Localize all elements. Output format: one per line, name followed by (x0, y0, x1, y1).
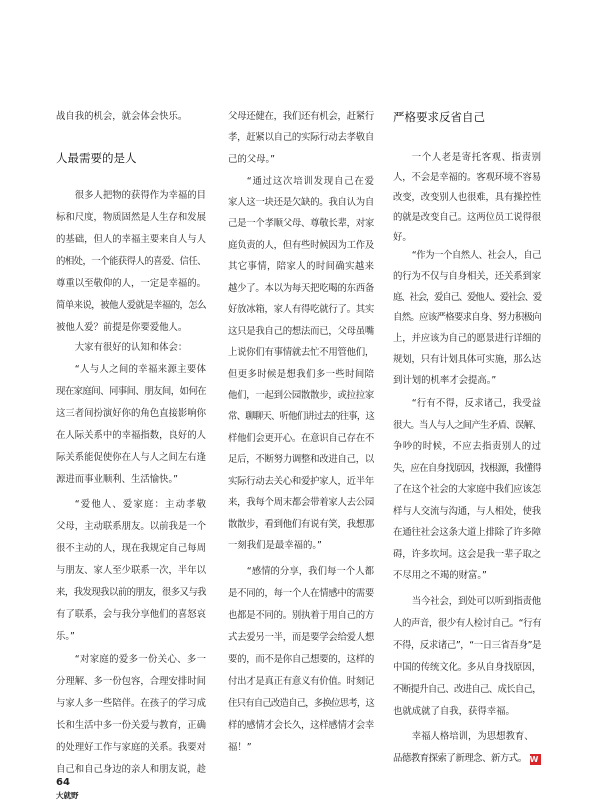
text-line: 争吵的时候，不应去指责别人的过 (393, 441, 541, 452)
text-line: 常、聊聊天、听他们讲过去的往事，这 (228, 411, 374, 423)
page-number: 64 (56, 777, 70, 788)
paragraph (56, 106, 206, 128)
text-line: 也都是不同的。别执着于用自己的方 (228, 610, 374, 621)
text-line: 自己和自己身边的亲人和朋友说，趁 (56, 764, 207, 775)
text-line: 不尽用之不竭的财富。” (393, 570, 487, 581)
text-line: 这三者间扮演好你的角色直接影响你 (56, 408, 207, 419)
quote-paragraph (228, 106, 374, 170)
text-line: 父母还健在，我们还有机会，赶紧行 (228, 111, 374, 122)
text-line: 人的声音，很少有人检讨自己。“行有 (393, 618, 541, 629)
column-3 (393, 0, 541, 808)
text-line: 但更多时候是想我们多一些时间陪 (228, 368, 374, 380)
text-line: 的行为不仅与自身相关，还关系到家 (393, 270, 541, 282)
text-line: 好放冰箱，家人有得吃就行了。其实 (228, 304, 374, 316)
text-line: 其它事情，陪家人的时间确实越来 (228, 261, 374, 273)
text-line: 散散步，看到他们有说有笑，我想那 (228, 518, 374, 530)
text-line: 当今社会，到处可以听到指责他 (411, 596, 541, 607)
magazine-logo: 大就野 (56, 791, 79, 800)
text-line: 的处理好工作与家庭的关系。我要对 (56, 742, 207, 753)
text-line: 家人这一块还是欠缺的。我自认为自 (228, 196, 374, 208)
text-line: 一个人老是寄托客观、指责别 (411, 152, 541, 163)
paragraph (56, 337, 206, 359)
paragraph (56, 185, 206, 339)
text-line: 己的父母。” (228, 153, 276, 165)
text-line: 简单来说，被他人爱就是幸福的，怎么 (56, 300, 206, 311)
text-line: 标和尺度，物质固然是人生存和发展 (56, 212, 207, 223)
text-line: 式去爱另一半，而是要学会给爱人想 (228, 632, 374, 643)
text-line: 很多人把物的获得作为幸福的目 (74, 190, 207, 201)
quote-paragraph (56, 649, 206, 781)
text-line: 庭负责的人，但有些时候因为工作及 (228, 239, 374, 251)
text-line: 长和生活中多一份关爱与教育，正确 (56, 720, 207, 731)
text-line: 住只有自己改造自己，多换位思考，这 (228, 698, 374, 709)
text-line: 分理解、多一份包容，合理安排时间 (56, 676, 207, 687)
text-line: 碍，许多坎坷。这会是我一辈子取之 (393, 548, 541, 560)
text-line: 样的感情才会长久，这样感情才会幸 (228, 720, 374, 731)
text-line: 品德教育探索了新理念、新方式。 (393, 753, 527, 764)
text-line: 上，并应该为自己的愿景进行详细的 (393, 333, 541, 345)
text-line: “行有不得，反求诸己，我受益 (411, 398, 541, 409)
text-line: 不得，反求诸己”，“一日三省吾身”是 (393, 640, 541, 651)
text-line-with-end-mark (393, 748, 541, 770)
quote-paragraph (56, 359, 206, 491)
text-line: 与朋友、家人至少联系一次，半年以 (56, 565, 207, 576)
text-line: 要的，而不是你自己想要的，这样的 (228, 654, 374, 665)
text-line: 尊重以至敬仰的人，一定是幸福的。 (56, 278, 207, 289)
text-line: “爱他人、爱家庭：主动孝敬 (74, 499, 206, 510)
column-1 (56, 0, 206, 808)
text-line: 的基础，但人的幸福主要来自人与人 (56, 234, 207, 245)
text-line: 规划，只有计划具体可实施，那么达 (393, 353, 541, 365)
text-line: 一刻我们是最幸福的。” (228, 540, 322, 552)
text-line: 很大。当人与人之间产生矛盾、误解、 (393, 419, 541, 431)
text-line: 被他人爱？前提是你要爱他人。 (56, 322, 188, 333)
text-line: 上说你们有事情就去忙不用管他们， (228, 347, 374, 359)
quote-paragraph (56, 494, 206, 648)
text-line: 己是一个孝顺父母、尊敬长辈，对家 (228, 218, 374, 230)
text-line: 失，应在自身找原因，找根源，我懂得 (393, 462, 541, 474)
quote-paragraph (228, 561, 374, 759)
text-line: 孝，赶紧以自己的实际行动去孝敬自 (228, 132, 374, 144)
column-2 (228, 0, 374, 808)
text-line: 中国的传统文化。多从自身找原因， (393, 662, 541, 673)
quote-paragraph (393, 246, 541, 392)
paragraph (393, 148, 541, 248)
text-line: 也就成就了自我，获得幸福。 (393, 706, 515, 717)
text-line: “通过这次培训发现自己在爱 (246, 175, 374, 187)
text-line: 际关系能促使你在人与人之间左右逢 (56, 452, 207, 463)
text-line: 自然。应该严格要求自身、努力积极向 (393, 312, 541, 324)
text-line: 福！” (228, 742, 252, 753)
text-line: 足后，不断努力调整和改进自己，以 (228, 454, 374, 466)
text-line: 的相处，一个能获得人的喜爱、信任、 (56, 256, 206, 267)
text-line: 人，不会是幸福的。客观环境不容易 (393, 172, 541, 183)
text-line: 来，我发现我以前的朋友，很多又与我 (56, 587, 206, 598)
text-line: 源进而事业顺利、生活愉快。” (56, 474, 179, 485)
text-line: 好。 (393, 232, 412, 243)
text-line: “感情的分享，我们每一个人都 (246, 566, 374, 577)
quote-paragraph (228, 171, 374, 557)
text-line: 现在家庭间、同事间、朋友间，如何在 (56, 386, 206, 397)
text-line: 是不同的，每一个人在情感中的需要 (228, 588, 374, 599)
text-line: 他们，一起到公园散散步，或拉拉家 (228, 390, 374, 402)
text-line: 改变，改变别人也很难，具有操控性 (393, 192, 541, 203)
text-line: 实际行动去关心和爱护家人，近半年 (228, 475, 374, 487)
text-line: 这只是我自己的想法而已，父母虽嘴 (228, 325, 374, 337)
text-line: 样与人交流与沟通，与人相处，使我 (393, 505, 541, 517)
text-line: 样他们会更开心。在意识自己存在不 (228, 432, 374, 444)
paragraph (393, 726, 541, 770)
text-line: 了在这个社会的大家庭中我们应该怎 (393, 484, 541, 495)
text-line: 庭、社会，爱自己、爱他人、爱社会、爱 (393, 291, 541, 303)
end-mark-icon: W (530, 754, 541, 765)
text-line: 在人际关系中的幸福指数，良好的人 (56, 430, 207, 441)
text-line: “作为一个自然人、社会人，自己 (411, 250, 541, 261)
text-line: 很不主动的人，现在我规定自己每周 (56, 543, 207, 554)
text-line: “人与人之间的幸福来源主要体 (74, 364, 206, 375)
text-line: 在通往社会这条大道上排除了许多障 (393, 527, 541, 538)
text-line: 来，我每个周末都会带着家人去公园 (228, 497, 374, 509)
section-heading: 严格要求反省自己 (393, 110, 485, 124)
text-line: 有了联系，会与我分享他们的喜怒哀 (56, 609, 207, 620)
text-line: 不断提升自己、改进自己、成长自己， (393, 684, 541, 695)
text-line: 付出才是真正有意义有价值。时刻记 (228, 676, 374, 687)
text-line: 到计划的机率才会提高。” (393, 374, 497, 386)
text-line: 幸福人格培训，为思想教育、 (411, 731, 534, 742)
text-line: 越少了。本以为每天把吃喝的东西备 (228, 282, 374, 294)
text-line: 父母，主动联系朋友。以前我是一个 (56, 521, 207, 532)
text-line: 大家有很好的认知和体会： (74, 342, 188, 353)
section-heading: 人最需要的是人 (56, 151, 137, 165)
text-line: 乐。” (56, 631, 75, 642)
text-line: 与家人多一些陪伴。在孩子的学习成 (56, 698, 207, 709)
text-line: 的就是改变自己。这两位员工说得很 (393, 212, 541, 223)
paragraph (393, 591, 541, 723)
text-line: “对家庭的爱多一份关心、多一 (74, 654, 206, 665)
quote-paragraph (393, 393, 541, 587)
text-line: 战自我的机会，就会体会快乐。 (56, 111, 188, 122)
